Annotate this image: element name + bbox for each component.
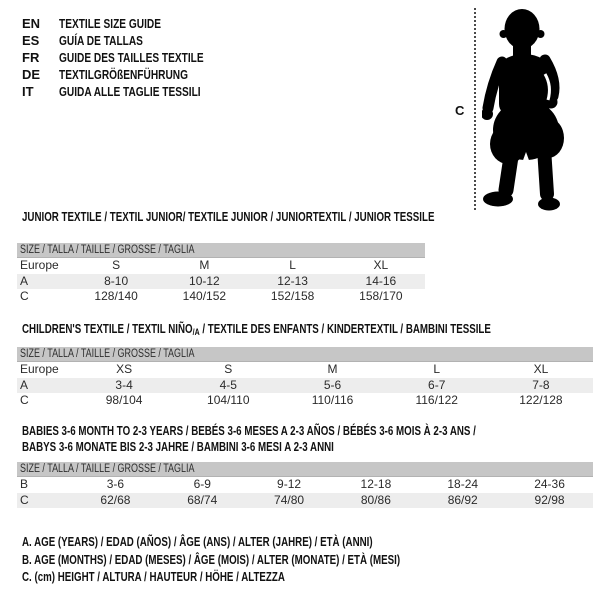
language-title: GUÍA DE TALLAS <box>59 33 143 48</box>
table-cell: 158/170 <box>359 289 403 303</box>
language-code: IT <box>22 84 34 99</box>
size-header-bar <box>17 347 593 362</box>
language-list <box>22 15 244 100</box>
table-row-height <box>17 393 593 409</box>
children-title-after: / TEXTILE DES ENFANTS / KINDERTEXTIL / BAMBINI TESSILE <box>199 322 491 336</box>
table-cell: S <box>224 362 233 376</box>
junior-size-table <box>17 243 425 305</box>
table-cell: 104/110 <box>207 393 250 407</box>
table-cell: 92/98 <box>534 492 565 507</box>
table-cell: XL <box>533 362 549 376</box>
table-cell: 152/158 <box>270 289 315 303</box>
table-cell: 7-8 <box>532 377 550 392</box>
table-cell: 5-6 <box>323 377 342 392</box>
language-title: GUIDE DES TAILLES TEXTILE <box>59 50 204 65</box>
note-age-months <box>22 552 507 570</box>
table-cell: 8-10 <box>104 273 129 288</box>
note-height-cm <box>22 569 507 587</box>
baby-silhouette-icon <box>482 2 600 217</box>
children-section-title-text <box>22 322 491 341</box>
row-label: A <box>20 377 29 392</box>
table-cell: 14-16 <box>365 273 397 288</box>
junior-section-title <box>22 210 551 226</box>
table-cell: 12-18 <box>360 477 392 491</box>
table-row-europe <box>17 362 593 378</box>
note-text: A. AGE (YEARS) / EDAD (AÑOS) / ÂGE (ANS) / ALTER (JAHRE) / ETÀ (ANNI) <box>22 535 373 549</box>
language-title: GUIDA ALLE TAGLIE TESSILI <box>59 84 201 99</box>
children-title-subscript: /A <box>192 327 200 337</box>
children-section-title <box>22 322 600 341</box>
table-cell: XS <box>116 362 133 376</box>
babies-title-line1: BABIES 3-6 MONTH TO 2-3 YEARS / BEBÉS 3-6 MESES A 2-3 AÑOS / BÉBÉS 3-6 MOIS À 2-3 ANS / <box>22 424 476 438</box>
children-size-table <box>17 347 593 409</box>
table-cell: 68/74 <box>187 492 218 507</box>
row-label: Europe <box>20 258 59 272</box>
table-cell: L <box>433 362 441 376</box>
babies-size-table <box>17 462 593 508</box>
table-cell: 80/86 <box>360 492 391 507</box>
height-measure-label: C <box>455 103 465 118</box>
language-title: TEXTILGRÖßENFÜHRUNG <box>59 67 189 82</box>
table-row-height <box>17 493 593 509</box>
table-cell: 6-9 <box>193 477 211 491</box>
table-cell: S <box>112 258 121 272</box>
table-cell: 98/104 <box>105 393 143 407</box>
table-cell: 12-13 <box>277 273 308 288</box>
size-header-bar <box>17 462 593 477</box>
table-row-height <box>17 289 425 305</box>
table-cell: 4-5 <box>219 377 237 392</box>
table-cell: 3-6 <box>106 477 125 491</box>
table-row-age-months <box>17 477 593 493</box>
table-row-age <box>17 274 425 290</box>
table-cell: 62/68 <box>100 492 131 507</box>
row-label: A <box>20 273 29 288</box>
table-cell: 122/128 <box>519 393 563 407</box>
row-label: C <box>20 492 29 507</box>
table-cell: 86/92 <box>447 492 478 507</box>
table-cell: 6-7 <box>428 377 446 392</box>
junior-section-title-text: JUNIOR TEXTILE / TEXTIL JUNIOR/ TEXTILE JUNIOR / JUNIORTEXTIL / JUNIOR TESSILE <box>22 210 435 224</box>
table-cell: M <box>327 362 338 376</box>
table-cell: M <box>199 258 210 272</box>
table-cell: 10-12 <box>189 273 220 288</box>
language-row-en <box>22 15 244 32</box>
babies-title-line2: BABYS 3-6 MONATE BIS 2-3 JAHRE / BAMBINI 3-6 MESI A 2-3 ANNI <box>22 439 334 454</box>
table-cell: 24-36 <box>534 477 565 491</box>
table-row-europe <box>17 258 425 274</box>
children-title-before: CHILDREN'S TEXTILE / TEXTIL NIÑO <box>22 322 193 336</box>
table-cell: XL <box>373 258 389 272</box>
language-code: DE <box>22 67 41 82</box>
language-code: ES <box>22 33 40 48</box>
size-header-text: SIZE / TALLA / TAILLE / GRÖSSE / TAGLIA <box>20 348 195 360</box>
row-label: B <box>20 477 29 491</box>
table-cell: 110/116 <box>311 393 354 407</box>
table-cell: 9-12 <box>277 477 302 491</box>
language-title: TEXTILE SIZE GUIDE <box>59 16 161 31</box>
language-row-it <box>22 83 244 100</box>
table-cell: 3-4 <box>115 377 133 392</box>
language-code: EN <box>22 16 41 31</box>
language-row-de <box>22 66 244 83</box>
table-cell: 74/80 <box>274 492 305 507</box>
legend-notes <box>22 534 507 587</box>
table-cell: 18-24 <box>447 477 479 491</box>
note-text: B. AGE (MONTHS) / EDAD (MESES) / ÂGE (MOIS) / ALTER (MONATE) / ETÀ (MESI) <box>22 552 401 567</box>
language-row-fr <box>22 49 244 66</box>
table-cell: L <box>289 258 296 272</box>
babies-section-title <box>22 424 600 455</box>
table-row-age <box>17 378 593 394</box>
note-text: C. (cm) HEIGHT / ALTURA / HAUTEUR / HÖHE / ALTEZZA <box>22 570 285 584</box>
table-cell: 116/122 <box>415 393 458 407</box>
language-row-es <box>22 32 244 49</box>
height-measure-dotted-line <box>474 8 476 210</box>
size-header-bar <box>17 243 425 258</box>
table-cell: 128/140 <box>94 289 138 303</box>
language-code: FR <box>22 50 40 65</box>
size-header-text: SIZE / TALLA / TAILLE / GRÖSSE / TAGLIA <box>20 463 195 475</box>
row-label: C <box>20 393 29 407</box>
size-header-text: SIZE / TALLA / TAILLE / GRÖSSE / TAGLIA <box>20 244 195 256</box>
row-label: Europe <box>20 362 59 376</box>
row-label: C <box>20 289 29 303</box>
table-cell: 140/152 <box>182 289 227 303</box>
note-age-years <box>22 534 507 552</box>
